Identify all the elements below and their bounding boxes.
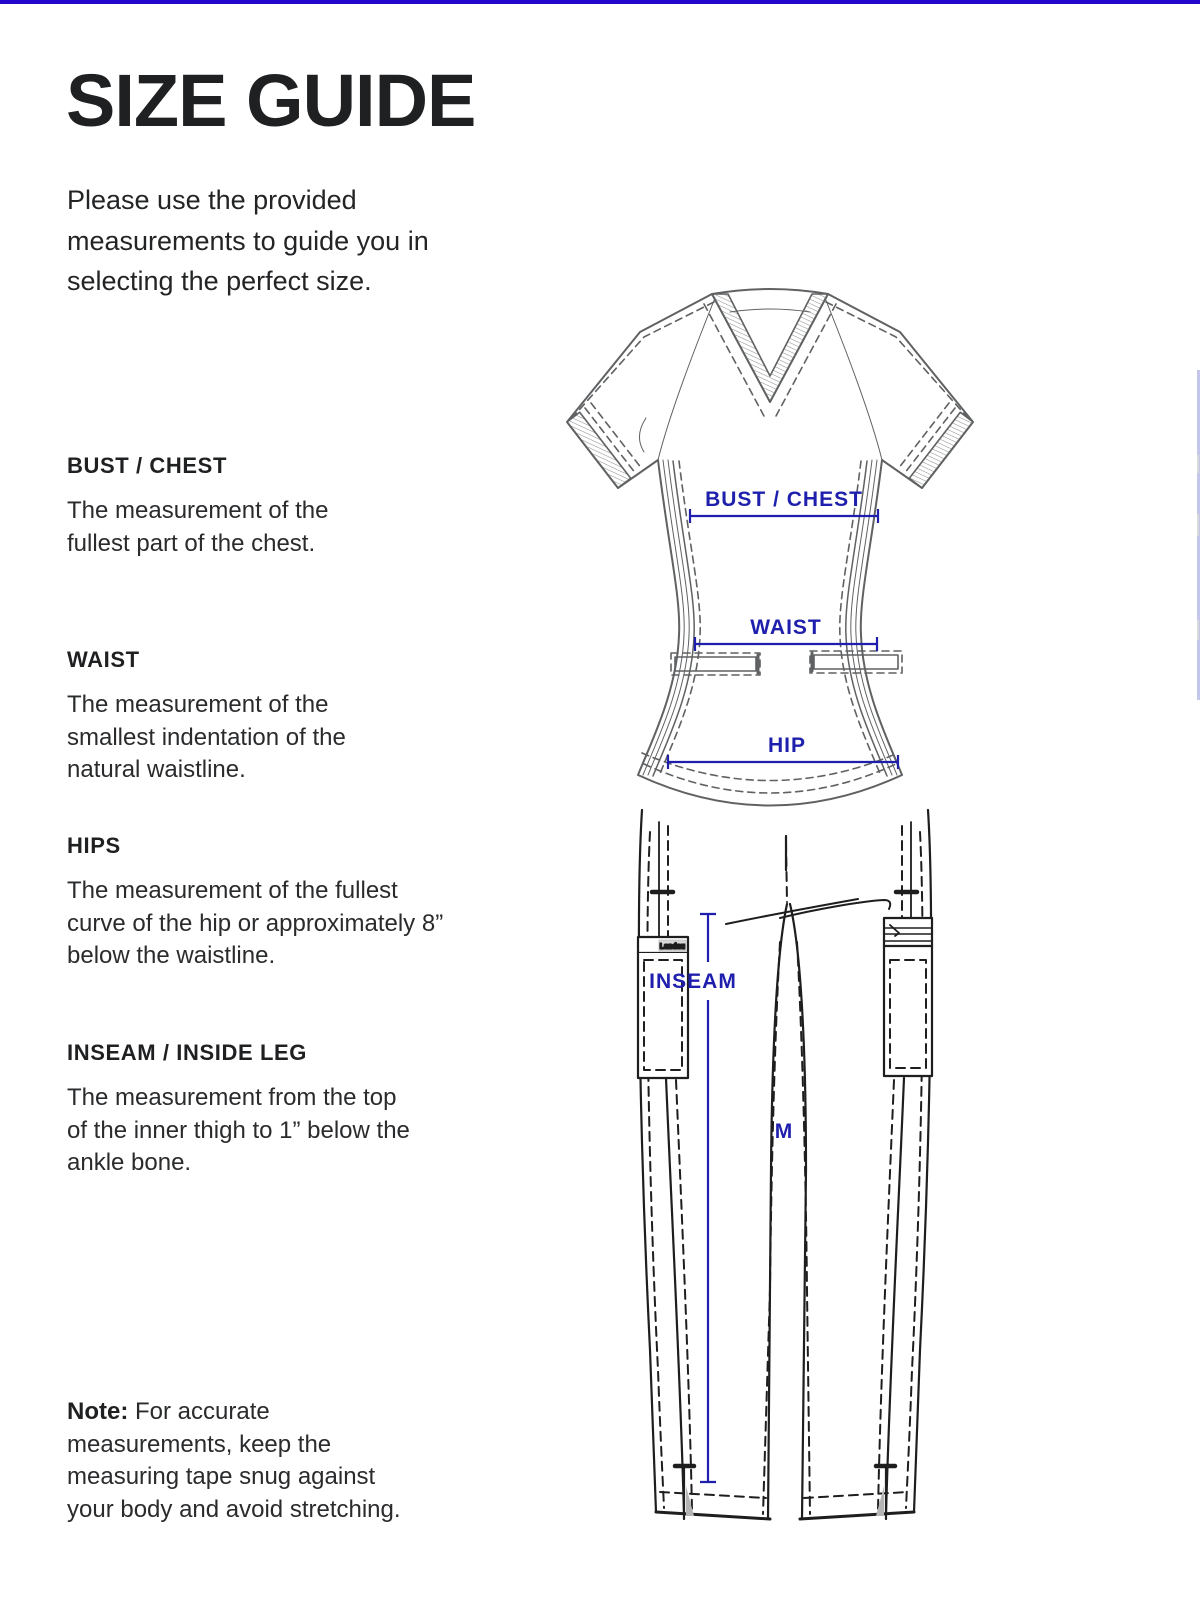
section-heading: WAIST <box>67 647 140 672</box>
size-diagram <box>540 270 1000 1540</box>
intro-text: Please use the provided measurements to guide you in selecting the perfect size. <box>67 185 429 296</box>
inseam-measure-label: INSEAM <box>649 970 737 993</box>
scrub-top-drawing <box>567 289 973 806</box>
note-body: For accurate measurements, keep the measuring tape snug against your body and avoid stretching. <box>67 1398 401 1523</box>
size-marker: M <box>774 1120 794 1143</box>
note-label: Note: <box>67 1398 129 1425</box>
note-text <box>67 1396 425 1527</box>
section-body: The measurement from the top of the inner thigh to 1” below the ankle bone. <box>67 1084 410 1177</box>
edge-mark <box>1197 514 1199 536</box>
section-inseam <box>67 1040 414 1180</box>
hip-measure-label: HIP <box>767 734 807 757</box>
left-cargo-pocket <box>638 937 688 1078</box>
section-heading: INSEAM / INSIDE LEG <box>67 1040 307 1065</box>
section-waist <box>67 647 387 787</box>
size-guide-diagram <box>540 270 1000 1540</box>
section-hips <box>67 833 459 973</box>
section-body: The measurement of the smallest indentation of the natural waistline. <box>67 691 346 784</box>
scrub-pants-drawing <box>638 810 932 1519</box>
right-cargo-pocket <box>884 918 932 1076</box>
section-heading: BUST / CHEST <box>67 453 227 478</box>
section-body: The measurement of the fullest curve of the hip or approximately 8” below the waistline. <box>67 877 444 970</box>
section-body: The measurement of the fullest part of the chest. <box>67 497 329 557</box>
waist-measure-label: WAIST <box>750 616 822 639</box>
pocket-brand-label: Landau <box>659 943 686 951</box>
section-bust-chest <box>67 453 382 560</box>
bust-measure-label: BUST / CHEST <box>705 488 863 511</box>
edge-mark <box>1197 620 1199 640</box>
top-accent-border <box>0 0 1200 4</box>
edge-mark <box>1197 455 1199 473</box>
page-title: SIZE GUIDE <box>66 59 476 142</box>
section-heading: HIPS <box>67 833 121 858</box>
